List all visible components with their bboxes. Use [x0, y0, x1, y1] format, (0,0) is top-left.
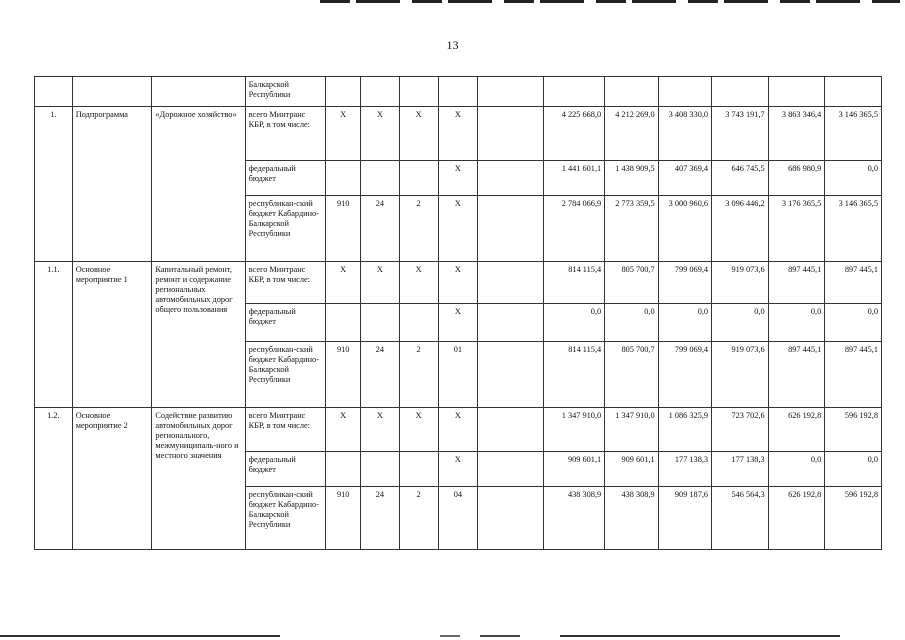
row-name: Капитальный ремонт, ремонт и содержание региональных автомобильных дорог общего пользования: [152, 262, 245, 408]
value-cell: 646 745,5: [712, 161, 769, 196]
table-row: [35, 77, 882, 107]
value-cell: 1 441 601,1: [544, 161, 605, 196]
value-cell: 919 073,6: [712, 262, 769, 304]
value-cell: 1 086 325,9: [658, 408, 711, 452]
value-cell: 0,0: [658, 304, 711, 342]
value-cell: 596 192,8: [825, 408, 882, 452]
value-cell: 1 347 910,0: [544, 408, 605, 452]
table-row: [35, 107, 882, 161]
value-cell: 3 176 365,5: [768, 196, 825, 262]
csr-cell: X: [438, 107, 478, 161]
value-cell: 0,0: [825, 452, 882, 487]
csr-cell: X: [438, 262, 478, 304]
value-cell: 2 784 066,9: [544, 196, 605, 262]
value-cell: 805 700,7: [605, 262, 658, 304]
vr-cell: [478, 196, 544, 262]
rz-cell: [360, 452, 399, 487]
value-cell: 407 369,4: [658, 161, 711, 196]
vr-cell: [478, 304, 544, 342]
value-cell: 814 115,4: [544, 262, 605, 304]
value-cell: 909 601,1: [544, 452, 605, 487]
csr-cell: X: [438, 452, 478, 487]
rz-cell: 24: [360, 487, 399, 550]
row-status: Подпрограмма: [72, 107, 152, 262]
row-number: 1.: [35, 107, 73, 262]
vr-cell: [478, 262, 544, 304]
grbs-cell: 910: [326, 487, 361, 550]
pr-cell: [399, 304, 438, 342]
source-label: федеральный бюджет: [245, 304, 326, 342]
value-cell: 0,0: [605, 304, 658, 342]
pr-cell: [399, 452, 438, 487]
csr-cell: X: [438, 304, 478, 342]
value-cell: 1 347 910,0: [605, 408, 658, 452]
value-cell: 4 225 668,0: [544, 107, 605, 161]
csr-cell: X: [438, 161, 478, 196]
grbs-cell: [326, 304, 361, 342]
value-cell: 3 743 191,7: [712, 107, 769, 161]
vr-cell: [478, 107, 544, 161]
value-cell: 0,0: [825, 304, 882, 342]
vr-cell: [478, 161, 544, 196]
grbs-cell: X: [326, 107, 361, 161]
source-label: федеральный бюджет: [245, 452, 326, 487]
row-status: Основное мероприятие 2: [72, 408, 152, 550]
value-cell: 897 445,1: [825, 342, 882, 408]
value-cell: 4 212 269,0: [605, 107, 658, 161]
source-label: всего Минтранс КБР, в том числе:: [245, 262, 326, 304]
value-cell: 3 863 346,4: [768, 107, 825, 161]
bottom-scan-line: [0, 635, 905, 637]
value-cell: 3 000 960,6: [658, 196, 711, 262]
rz-cell: 24: [360, 196, 399, 262]
value-cell: 0,0: [768, 304, 825, 342]
value-cell: 546 564,3: [712, 487, 769, 550]
vr-cell: [478, 452, 544, 487]
source-label: федеральный бюджет: [245, 161, 326, 196]
value-cell: 0,0: [768, 452, 825, 487]
row-number: 1.1.: [35, 262, 73, 408]
source-label: всего Минтранс КБР, в том числе:: [245, 408, 326, 452]
grbs-cell: [326, 161, 361, 196]
csr-cell: 04: [438, 487, 478, 550]
value-cell: 626 192,8: [768, 487, 825, 550]
value-cell: 799 069,4: [658, 342, 711, 408]
pr-cell: 2: [399, 487, 438, 550]
top-scan-line: [320, 0, 900, 3]
rz-cell: X: [360, 262, 399, 304]
grbs-cell: 910: [326, 196, 361, 262]
rz-cell: 24: [360, 342, 399, 408]
value-cell: 897 445,1: [825, 262, 882, 304]
budget-table: [34, 76, 882, 550]
table-row: [35, 408, 882, 452]
value-cell: 799 069,4: [658, 262, 711, 304]
value-cell: 626 192,8: [768, 408, 825, 452]
rz-cell: X: [360, 107, 399, 161]
row-name: «Дорожное хозяйство»: [152, 107, 245, 262]
value-cell: 2 773 359,5: [605, 196, 658, 262]
source-label: республикан-ский бюджет Кабардино-Балкарской Республики: [245, 196, 326, 262]
pr-cell: X: [399, 408, 438, 452]
table-row: [35, 262, 882, 304]
value-cell: 438 308,9: [605, 487, 658, 550]
value-cell: 177 138,3: [658, 452, 711, 487]
row-name: Содействие развитию автомобильных дорог регионального, межмуниципаль-ного и местного значения: [152, 408, 245, 550]
value-cell: 805 700,7: [605, 342, 658, 408]
pr-cell: [399, 161, 438, 196]
value-cell: 0,0: [712, 304, 769, 342]
value-cell: 177 138,3: [712, 452, 769, 487]
rz-cell: X: [360, 408, 399, 452]
source-label: республикан-ский бюджет Кабардино-Балкарской Республики: [245, 487, 326, 550]
source-label: республикан-ский бюджет Кабардино-Балкарской Республики: [245, 342, 326, 408]
source-label: Балкарской Республики: [245, 77, 326, 107]
vr-cell: [478, 487, 544, 550]
value-cell: 3 146 365,5: [825, 196, 882, 262]
value-cell: 0,0: [544, 304, 605, 342]
rz-cell: [360, 161, 399, 196]
csr-cell: X: [438, 196, 478, 262]
value-cell: 686 980,9: [768, 161, 825, 196]
grbs-cell: [326, 452, 361, 487]
value-cell: 0,0: [825, 161, 882, 196]
pr-cell: X: [399, 107, 438, 161]
row-number: 1.2.: [35, 408, 73, 550]
value-cell: 3 096 446,2: [712, 196, 769, 262]
value-cell: 3 146 365,5: [825, 107, 882, 161]
source-label: всего Минтранс КБР, в том числе:: [245, 107, 326, 161]
pr-cell: X: [399, 262, 438, 304]
grbs-cell: X: [326, 408, 361, 452]
value-cell: 897 445,1: [768, 342, 825, 408]
vr-cell: [478, 408, 544, 452]
csr-cell: 01: [438, 342, 478, 408]
value-cell: 3 408 330,0: [658, 107, 711, 161]
csr-cell: X: [438, 408, 478, 452]
pr-cell: 2: [399, 342, 438, 408]
grbs-cell: 910: [326, 342, 361, 408]
value-cell: 723 702,6: [712, 408, 769, 452]
rz-cell: [360, 304, 399, 342]
value-cell: 909 601,1: [605, 452, 658, 487]
value-cell: 1 438 909,5: [605, 161, 658, 196]
value-cell: 909 187,6: [658, 487, 711, 550]
value-cell: 919 073,6: [712, 342, 769, 408]
vr-cell: [478, 342, 544, 408]
page-number: 13: [446, 38, 459, 52]
value-cell: 897 445,1: [768, 262, 825, 304]
value-cell: 438 308,9: [544, 487, 605, 550]
value-cell: 596 192,8: [825, 487, 882, 550]
row-status: Основное мероприятие 1: [72, 262, 152, 408]
value-cell: 814 115,4: [544, 342, 605, 408]
pr-cell: 2: [399, 196, 438, 262]
grbs-cell: X: [326, 262, 361, 304]
